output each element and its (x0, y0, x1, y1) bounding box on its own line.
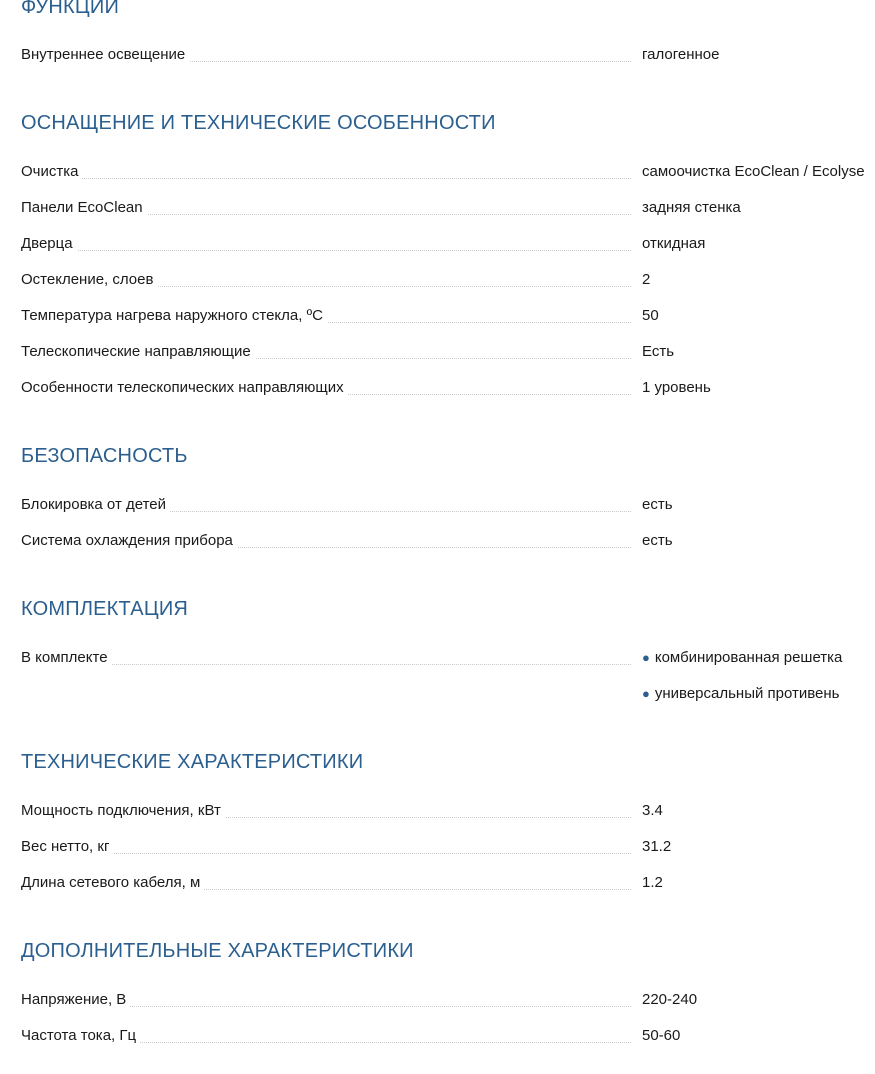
spec-row (21, 377, 875, 399)
spec-value: 3.4 (642, 802, 663, 819)
spec-label: Вес нетто, кг (21, 836, 113, 858)
spec-row (21, 872, 875, 894)
spec-label: Остекление, слоев (21, 269, 157, 291)
bullet-dot-icon: ● (642, 686, 650, 701)
section-title-additional-specs: ДОПОЛНИТЕЛЬНЫЕ ХАРАКТЕРИСТИКИ (21, 940, 414, 962)
spec-label: Температура нагрева наружного стекла, ºC (21, 305, 327, 327)
package-list-item (642, 647, 842, 669)
spec-label: Очистка (21, 161, 82, 183)
dotted-leader (21, 250, 631, 251)
spec-row (21, 305, 875, 327)
spec-label: Система охлаждения прибора (21, 530, 237, 552)
spec-row (21, 341, 875, 363)
spec-value: 31.2 (642, 838, 672, 855)
spec-value: Есть (642, 343, 675, 360)
spec-row (21, 836, 875, 858)
spec-label: В комплекте (21, 647, 112, 669)
spec-value: есть (642, 496, 673, 513)
spec-label: Панели EcoClean (21, 197, 147, 219)
spec-row (21, 494, 875, 516)
spec-value: 2 (642, 271, 651, 288)
spec-value: задняя стенка (642, 199, 741, 216)
spec-label: Внутреннее освещение (21, 44, 189, 66)
spec-value: 1 уровень (642, 379, 711, 396)
section-title-tech-specs: ТЕХНИЧЕСКИЕ ХАРАКТЕРИСТИКИ (21, 751, 364, 773)
spec-label: Мощность подключения, кВт (21, 800, 225, 822)
spec-value: откидная (642, 235, 706, 252)
spec-value: 1.2 (642, 874, 663, 891)
spec-label: Особенности телескопических направляющих (21, 377, 348, 399)
spec-row (21, 44, 875, 66)
spec-label: Длина сетевого кабеля, м (21, 872, 204, 894)
spec-label: Напряжение, В (21, 989, 130, 1011)
spec-row (21, 1025, 875, 1047)
spec-label: Блокировка от детей (21, 494, 170, 516)
spec-value: есть (642, 532, 673, 549)
spec-label: Дверца (21, 233, 77, 255)
spec-row (21, 233, 875, 255)
spec-row (21, 197, 875, 219)
dotted-leader (21, 664, 631, 665)
bullet-dot-icon: ● (642, 650, 650, 665)
spec-row (21, 989, 875, 1011)
spec-row (21, 800, 875, 822)
package-list-item (642, 683, 840, 705)
section-title-package: КОМПЛЕКТАЦИЯ (21, 598, 189, 620)
section-title-safety: БЕЗОПАСНОСТЬ (21, 445, 188, 467)
spec-label: Частота тока, Гц (21, 1025, 140, 1047)
spec-row (21, 269, 875, 291)
spec-value: самоочистка EcoClean / Ecolyse (642, 163, 865, 180)
package-item-text: комбинированная решетка (654, 649, 843, 666)
dotted-leader (21, 178, 631, 179)
spec-value: 50 (642, 307, 659, 324)
spec-value: 220-240 (642, 991, 698, 1008)
section-title-equipment: ОСНАЩЕНИЕ И ТЕХНИЧЕСКИЕ ОСОБЕННОСТИ (21, 112, 496, 134)
section-title-functions: ФУНКЦИИ (21, 0, 120, 18)
spec-value: галогенное (642, 46, 720, 63)
spec-row (21, 161, 875, 183)
spec-label: Телескопические направляющие (21, 341, 255, 363)
spec-row (21, 530, 875, 552)
package-item-text: универсальный противень (654, 685, 840, 702)
spec-value: 50-60 (642, 1027, 681, 1044)
